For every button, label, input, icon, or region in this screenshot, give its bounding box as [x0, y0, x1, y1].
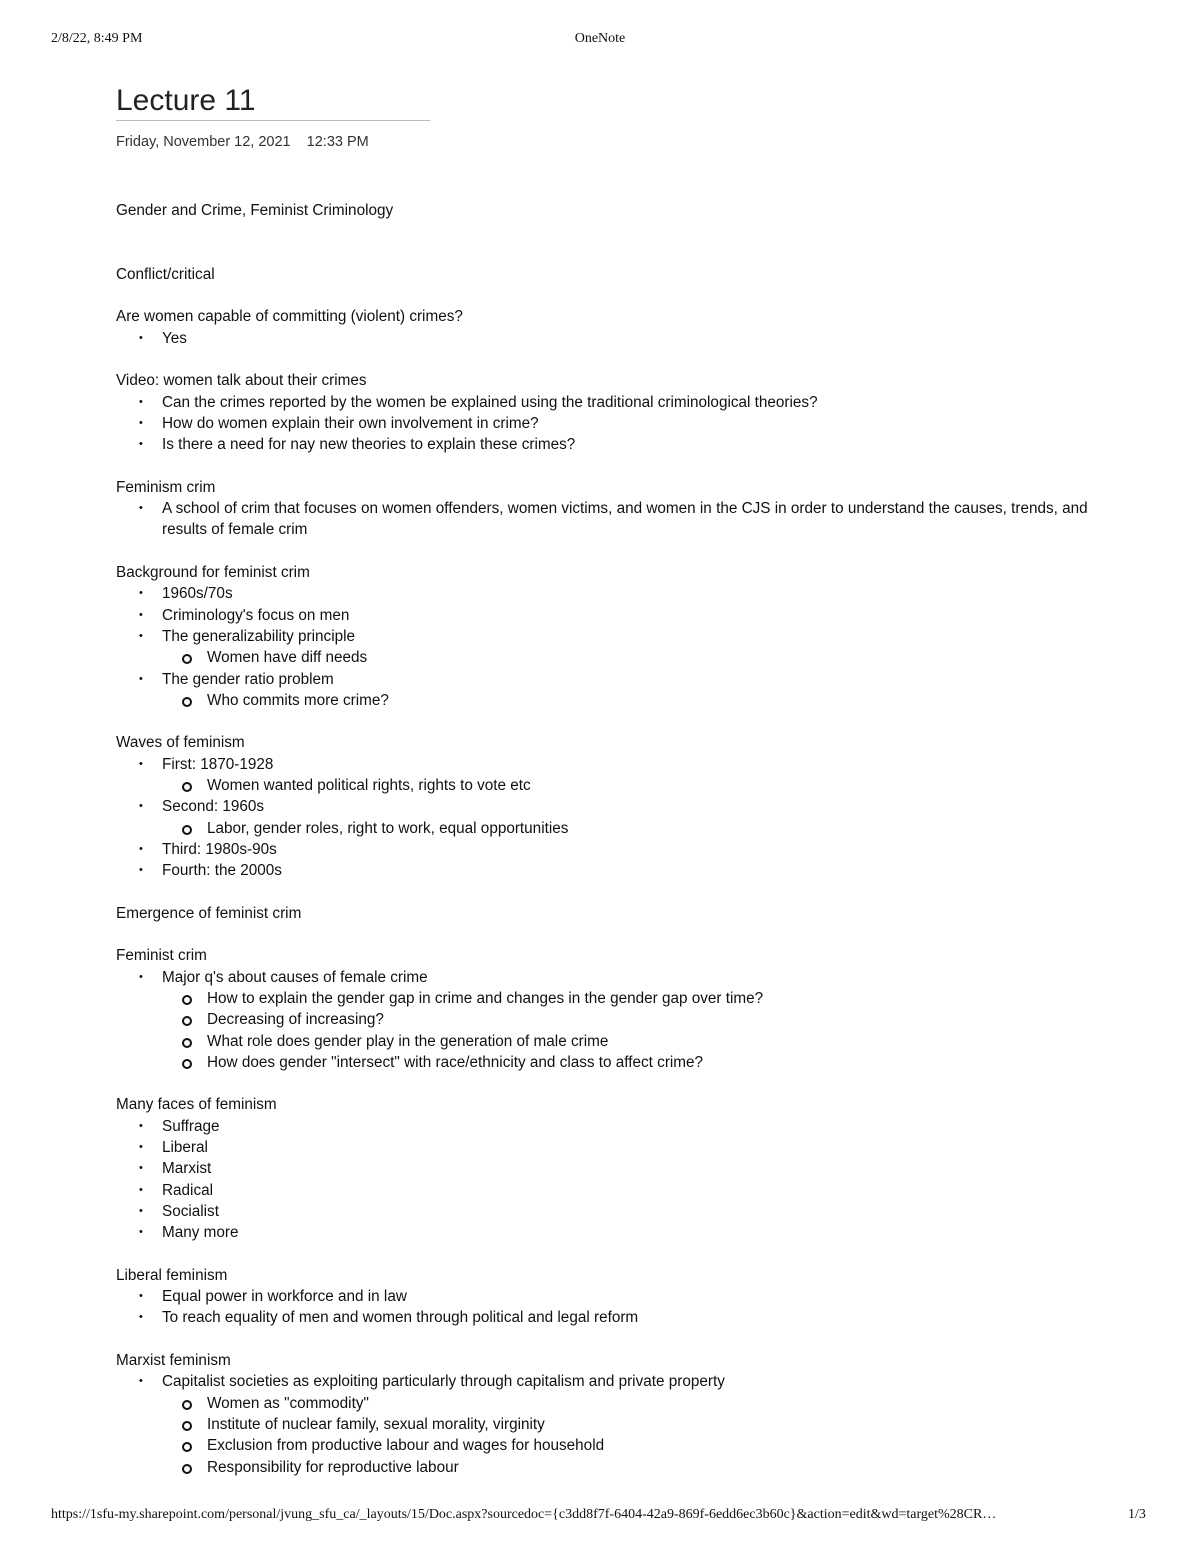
note-section: [116, 562, 1116, 711]
print-header-date: 2/8/22, 8:49 PM: [51, 31, 143, 46]
page-date: Friday, November 12, 2021: [116, 134, 291, 150]
note-section: [116, 1350, 1116, 1478]
bullet-item: • Yes: [116, 328, 1116, 349]
bullet-item: • Marxist: [116, 1158, 1116, 1179]
bullet-list: [116, 328, 1116, 349]
sub-bullet-item: Decreasing of increasing?: [116, 1009, 1116, 1030]
section-heading: Gender and Crime, Feminist Criminology: [116, 202, 394, 219]
bullet-item: • Major q's about causes of female crime: [116, 967, 1116, 988]
bullet-list: [116, 967, 1116, 1073]
section-heading: Waves of feminism: [116, 734, 245, 752]
section-heading: Feminism crim: [116, 478, 216, 496]
sub-bullet-item: Responsibility for reproductive labour: [116, 1457, 1116, 1478]
bullet-item: • 1960s/70s: [116, 583, 1116, 604]
bullet-list: [116, 754, 1116, 882]
bullet-list: [116, 1286, 1116, 1329]
bullet-item: • To reach equality of men and women through political and legal reform: [116, 1307, 1116, 1328]
section-heading: Conflict/critical: [116, 265, 215, 283]
bullet-item: • Third: 1980s-90s: [116, 839, 1116, 860]
title-underline: [116, 120, 430, 121]
sub-bullet-item: Women wanted political rights, rights to vote etc: [116, 775, 1116, 796]
bullet-item: • Equal power in workforce and in law: [116, 1286, 1116, 1307]
bullet-item: • The gender ratio problem: [116, 669, 1116, 690]
blank-line: [116, 541, 1116, 562]
bullet-item: • Capitalist societies as exploiting particularly through capitalism and private property: [116, 1371, 1116, 1392]
note-section: [116, 306, 1116, 349]
sub-bullet-item: Exclusion from productive labour and wages for household: [116, 1435, 1116, 1456]
section-heading: Background for feminist crim: [116, 564, 310, 582]
print-footer-page-number: 1/3: [1128, 1507, 1146, 1522]
note-section: [116, 945, 1116, 1073]
bullet-item: • How do women explain their own involvement in crime?: [116, 413, 1116, 434]
bullet-item: • Many more: [116, 1222, 1116, 1243]
sub-bullet-item: How does gender "intersect" with race/ethnicity and class to affect crime?: [116, 1052, 1116, 1073]
note-section: [116, 732, 1116, 881]
bullet-item: • Is there a need for nay new theories to explain these crimes?: [116, 434, 1116, 455]
page-title: Lecture 11: [116, 84, 256, 117]
section-heading: Liberal feminism: [116, 1266, 228, 1284]
note-section: [116, 370, 1116, 455]
note-section: [116, 903, 1116, 924]
print-header-app-name: OneNote: [574, 31, 626, 46]
bullet-item: • Can the crimes reported by the women be explained using the traditional criminological theories?: [116, 392, 1116, 413]
sub-bullet-item: Institute of nuclear family, sexual morality, virginity: [116, 1414, 1116, 1435]
blank-line: [116, 349, 1116, 370]
section-heading: Emergence of feminist crim: [116, 904, 302, 922]
bullet-item: • Second: 1960s: [116, 796, 1116, 817]
blank-line: [116, 1244, 1116, 1265]
sub-bullet-item: Labor, gender roles, right to work, equal opportunities: [116, 818, 1116, 839]
bullet-list: [116, 392, 1116, 456]
blank-line: [116, 221, 1116, 242]
page-datetime: [116, 134, 369, 150]
sub-bullet-item: Women as "commodity": [116, 1393, 1116, 1414]
sub-bullet-item: Who commits more crime?: [116, 690, 1116, 711]
blank-line: [116, 1073, 1116, 1094]
note-section: [116, 1094, 1116, 1243]
bullet-list: [116, 1116, 1116, 1244]
sub-bullet-item: How to explain the gender gap in crime and changes in the gender gap over time?: [116, 988, 1116, 1009]
bullet-item: • Liberal: [116, 1137, 1116, 1158]
note-section: [116, 264, 1116, 285]
section-heading: Marxist feminism: [116, 1352, 231, 1370]
bullet-item: • Criminology's focus on men: [116, 605, 1116, 626]
bullet-list: [116, 1371, 1116, 1477]
blank-line: [116, 924, 1116, 945]
bullet-item: • The generalizability principle: [116, 626, 1116, 647]
bullet-item: • First: 1870-1928: [116, 754, 1116, 775]
section-heading: Many faces of feminism: [116, 1096, 277, 1114]
page-time: 12:33 PM: [306, 134, 369, 150]
note-section: [116, 477, 1116, 541]
blank-line: [116, 456, 1116, 477]
section-heading: Video: women talk about their crimes: [116, 372, 367, 390]
note-body: [116, 200, 1116, 1478]
blank-line: [116, 243, 1116, 264]
blank-line: [116, 285, 1116, 306]
bullet-item: • Fourth: the 2000s: [116, 860, 1116, 881]
bullet-item: • A school of crim that focuses on women offenders, women victims, and women in the CJS in order to understand the causes, trends, and results of female crim: [116, 498, 1116, 541]
print-footer-url: https://1sfu-my.sharepoint.com/personal/jvung_sfu_ca/_layouts/15/Doc.aspx?sourcedoc={c3dd8f7f-6404-42a9-869f-6edd6ec3b60c}&action=edit&wd=target%28CR…: [51, 1507, 997, 1522]
section-heading: Are women capable of committing (violent) crimes?: [116, 308, 463, 326]
sub-bullet-item: What role does gender play in the generation of male crime: [116, 1031, 1116, 1052]
blank-line: [116, 711, 1116, 732]
bullet-item: • Suffrage: [116, 1116, 1116, 1137]
bullet-item: • Socialist: [116, 1201, 1116, 1222]
bullet-list: [116, 583, 1116, 711]
section-heading: Feminist crim: [116, 947, 207, 965]
note-section: [116, 1265, 1116, 1329]
blank-line: [116, 882, 1116, 903]
bullet-item: • Radical: [116, 1180, 1116, 1201]
note-section: [116, 200, 1116, 221]
sub-bullet-item: Women have diff needs: [116, 647, 1116, 668]
blank-line: [116, 1329, 1116, 1350]
bullet-list: [116, 498, 1116, 541]
